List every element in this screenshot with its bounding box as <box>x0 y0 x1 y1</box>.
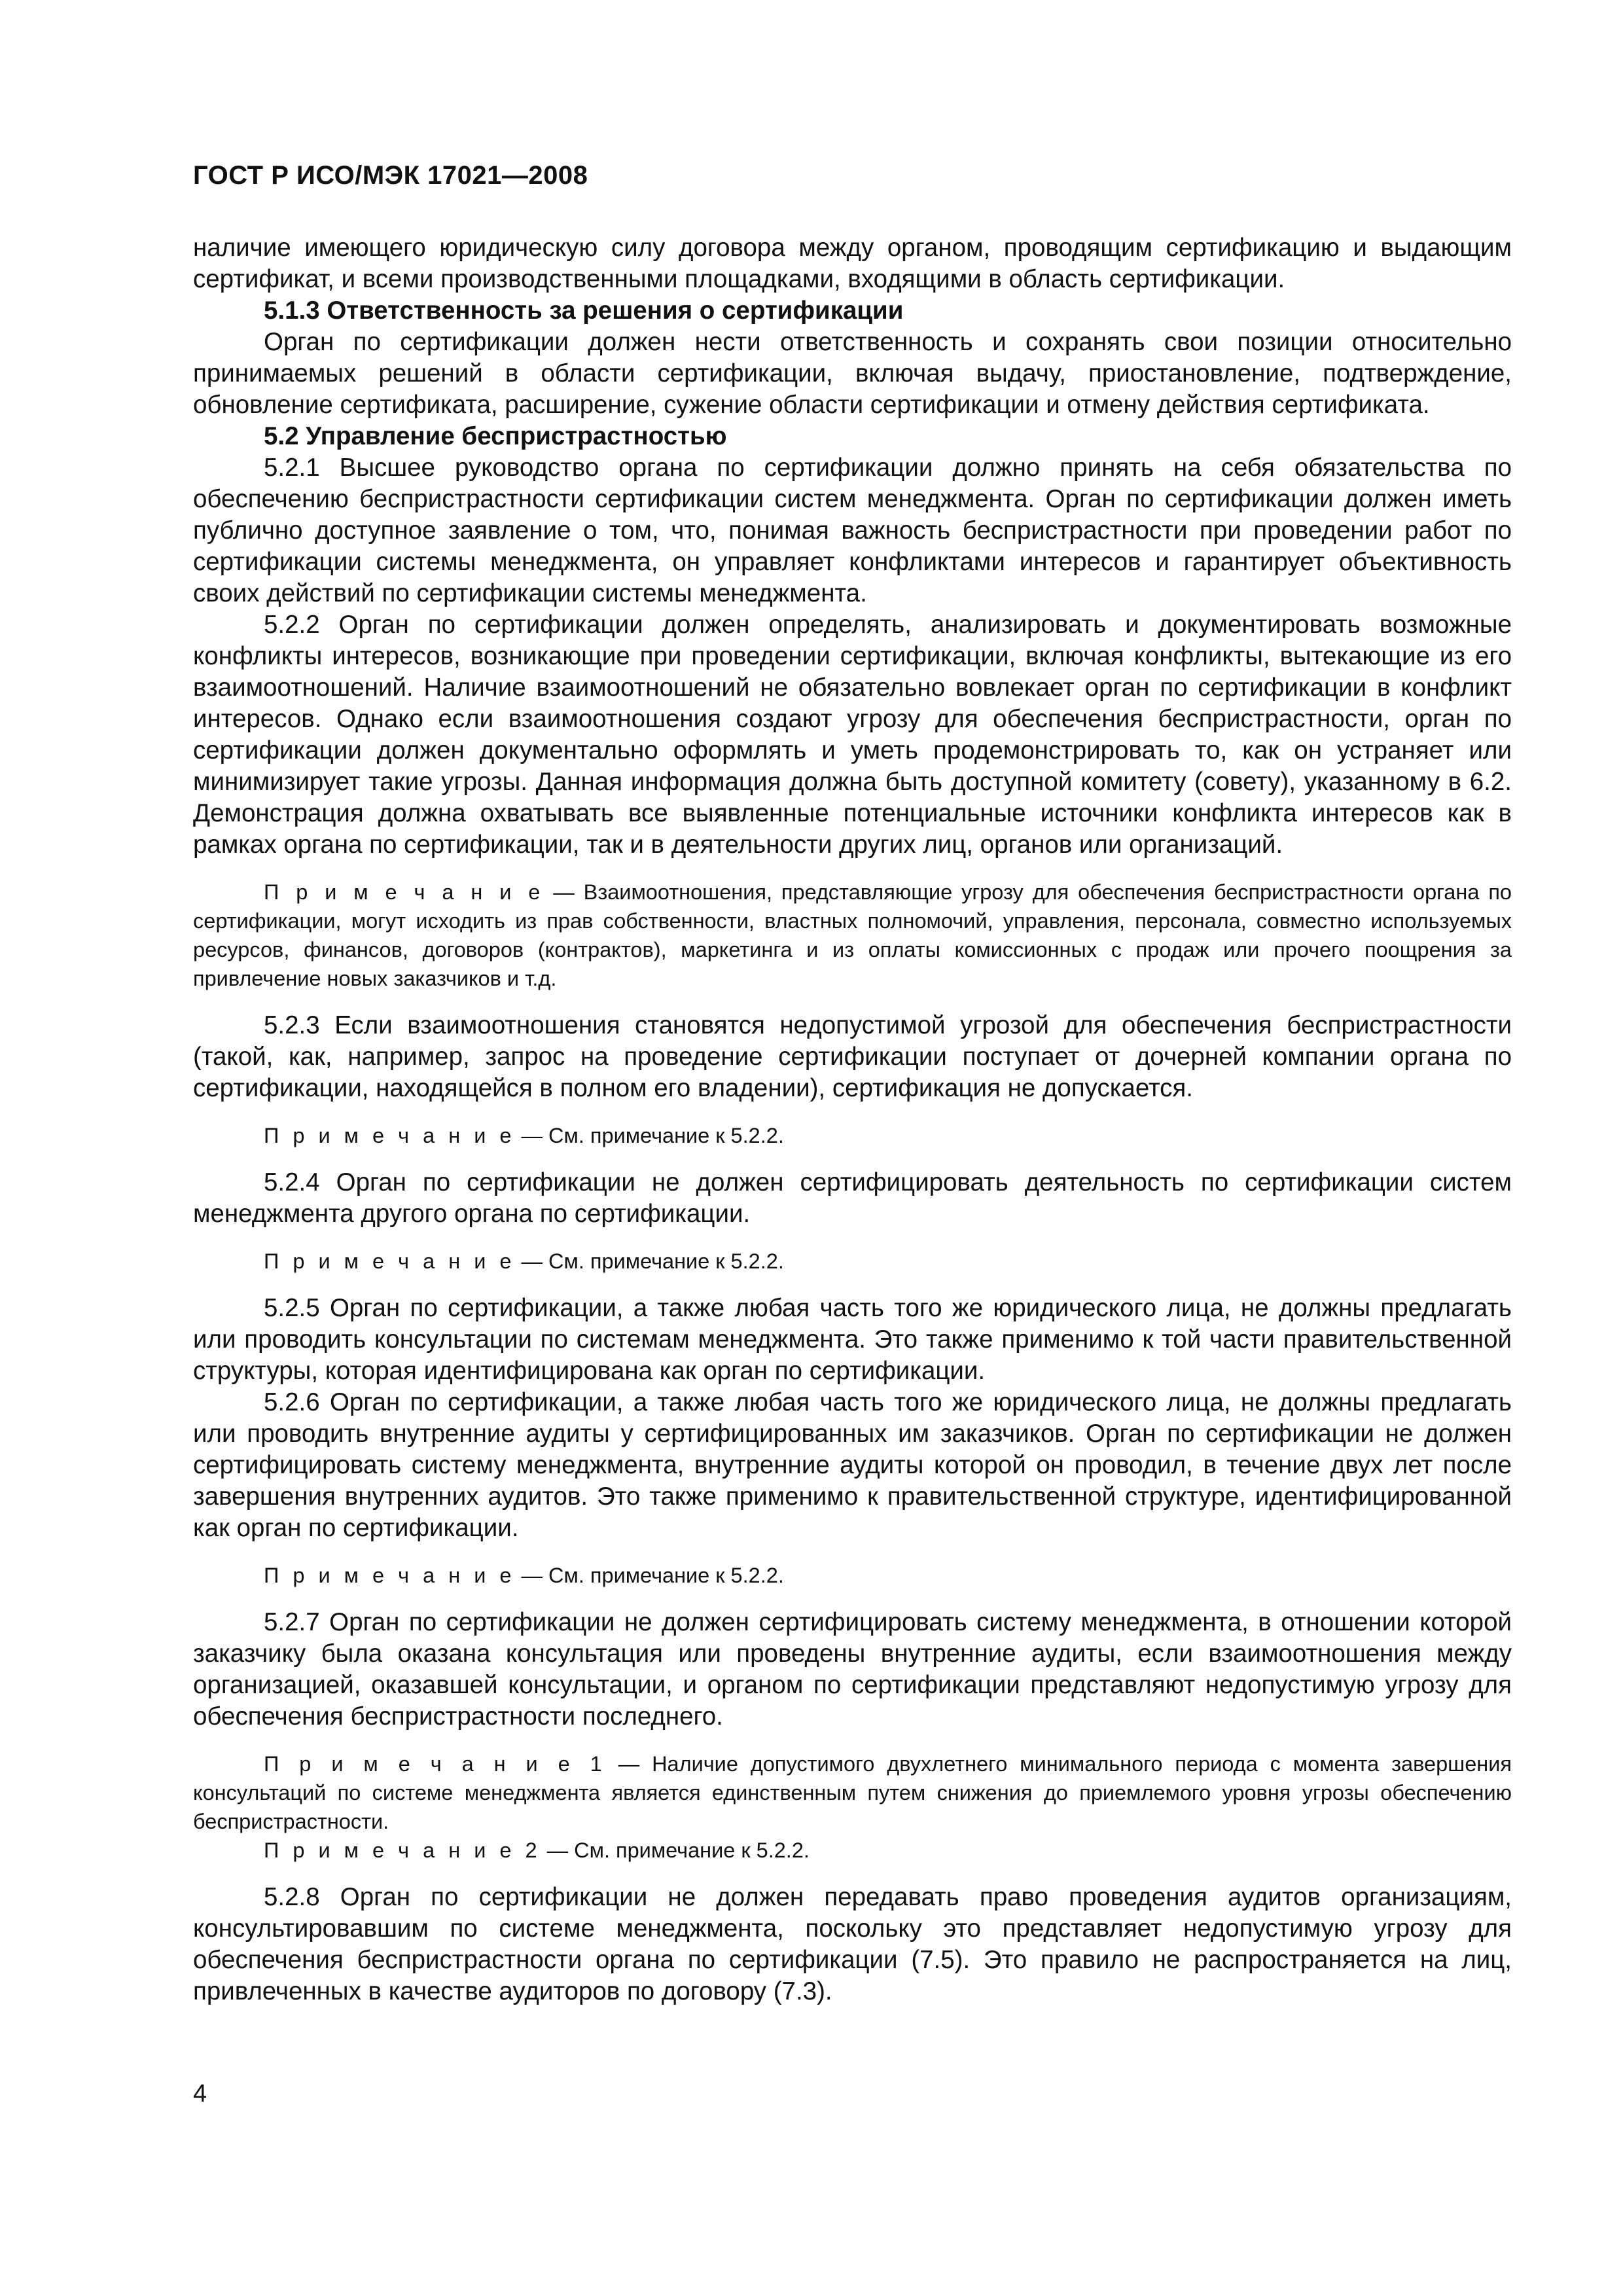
paragraph-5-1-3: Орган по сертификации должен нести ответственность и сохранять свои позиции относительно принимаемых решений в области сертификации, включая выдачу, приостановление, подтверждение, обновление сертификата, расширение, сужение области сертификации и отмену действия сертификата. <box>193 328 1512 419</box>
document-header: ГОСТ Р ИСО/МЭК 17021—2008 <box>193 161 588 190</box>
note-label-1: П р и м е ч а н и е 1 <box>264 1752 606 1776</box>
note-5-2-7-1 <box>193 1749 1512 1836</box>
note-5-2-6 <box>193 1561 1512 1590</box>
note-text: — См. примечание к 5.2.2. <box>521 1564 784 1587</box>
section-heading-5-1-3: 5.1.3 Ответственность за решения о сертификации <box>264 296 904 325</box>
paragraph-continuation: наличие имеющего юридическую силу договора между органом, проводящим сертификацию и выдающим сертификат, и всеми производственными площадками, входящими в область сертификации. <box>193 234 1512 293</box>
note-label: П р и м е ч а н и е <box>264 1249 516 1273</box>
note-text: — Взаимоотношения, представляющие угрозу для обеспечения беспристрастности органа по сертификации, могут исходить из прав собственности, властных полномочий, управления, персонала, совместно используемых ресурсов, финансов, договоров (контрактов), маркетинга и из оплаты комиссионных с продаж или прочего поощрения за привлечение новых заказчиков и т.д. <box>193 880 1512 990</box>
note-label: П р и м е ч а н и е <box>264 1564 516 1587</box>
note-text: — См. примечание к 5.2.2. <box>546 1839 810 1862</box>
paragraph-5-2-3: 5.2.3 Если взаимоотношения становятся недопустимой угрозой для обеспечения беспристрастности (такой, как, например, запрос на проведение сертификации поступает от дочерней компании органа по сертификации, находящейся в полном его владении), сертификация не допускается. <box>193 1011 1512 1102</box>
note-5-2-7-2 <box>193 1836 1512 1865</box>
note-5-2-4 <box>193 1247 1512 1276</box>
section-heading-5-2: 5.2 Управление беспристрастностью <box>264 422 727 450</box>
note-text: — См. примечание к 5.2.2. <box>521 1124 784 1147</box>
note-text: — Наличие допустимого двухлетнего минимального периода с момента завершения консультаций по системе менеджмента является единственным путем снижения до приемлемого уровня угрозы обеспечению беспристрастности. <box>193 1752 1512 1833</box>
page-number: 4 <box>193 2080 207 2108</box>
paragraph-5-2-4: 5.2.4 Орган по сертификации не должен сертифицировать деятельность по сертификации систем менеджмента другого органа по сертификации. <box>193 1168 1512 1228</box>
note-5-2-3 <box>193 1121 1512 1150</box>
note-label-2: П р и м е ч а н и е 2 <box>264 1839 541 1862</box>
paragraph-5-2-2: 5.2.2 Орган по сертификации должен определять, анализировать и документировать возможные конфликты интересов, возникающие при проведении сертификации, включая конфликты, вытекающие из его взаимоотношений. Наличие взаимоотношений не обязательно вовлекает орган по сертификации в конфликт интересов. Однако если взаимоотношения создают угрозу для обеспечения беспристрастности, орган по сертификации должен документально оформлять и уметь продемонстрировать то, как он устраняет или минимизирует такие угрозы. Данная информация должна быть доступной комитету (совету), указанному в 6.2. Демонстрация должна охватывать все выявленные потенциальные источники конфликта интересов как в рамках органа по сертификации, так и в деятельности других лиц, органов или организаций. <box>193 611 1512 859</box>
note-5-2-2 <box>193 878 1512 993</box>
paragraph-5-2-7: 5.2.7 Орган по сертификации не должен сертифицировать систему менеджмента, в отношении которой заказчику была оказана консультация или проведены внутренние аудиты, если взаимоотношения между организацией, оказавшей консультации, и органом по сертификации представляют недопустимую угрозу для обеспечения беспристрастности последнего. <box>193 1608 1512 1731</box>
paragraph-5-2-1: 5.2.1 Высшее руководство органа по сертификации должно принять на себя обязательства по обеспечению беспристрастности сертификации систем менеджмента. Орган по сертификации должен иметь публично доступное заявление о том, что, понимая важность беспристрастности при проведении работ по сертификации системы менеджмента, он управляет конфликтами интересов и гарантирует объективность своих действий по сертификации системы менеджмента. <box>193 454 1512 607</box>
paragraph-5-2-8: 5.2.8 Орган по сертификации не должен передавать право проведения аудитов организациям, консультировавшим по системе менеджмента, поскольку это представляет недопустимую угрозу для обеспечения беспристрастности органа по сертификации (7.5). Это правило не распространяется на лиц, привлеченных в качестве аудиторов по договору (7.3). <box>193 1883 1512 2005</box>
note-label: П р и м е ч а н и е <box>264 1124 516 1147</box>
paragraph-5-2-5: 5.2.5 Орган по сертификации, а также любая часть того же юридического лица, не должны предлагать или проводить консультации по системам менеджмента. Это также применимо к той части правительственной структуры, которая идентифицирована как орган по сертификации. <box>193 1294 1512 1385</box>
note-text: — См. примечание к 5.2.2. <box>521 1249 784 1273</box>
paragraph-5-2-6: 5.2.6 Орган по сертификации, а также любая часть того же юридического лица, не должны предлагать или проводить внутренние аудиты у сертифицированных им заказчиков. Орган по сертификации не должен сертифицировать систему менеджмента, внутренние аудиты которой он проводил, в течение двух лет после завершения внутренних аудитов. Это также применимо к правительственной структуре, идентифицированной как орган по сертификации. <box>193 1388 1512 1542</box>
note-label: П р и м е ч а н и е <box>264 880 544 904</box>
document-body <box>193 232 1512 2007</box>
